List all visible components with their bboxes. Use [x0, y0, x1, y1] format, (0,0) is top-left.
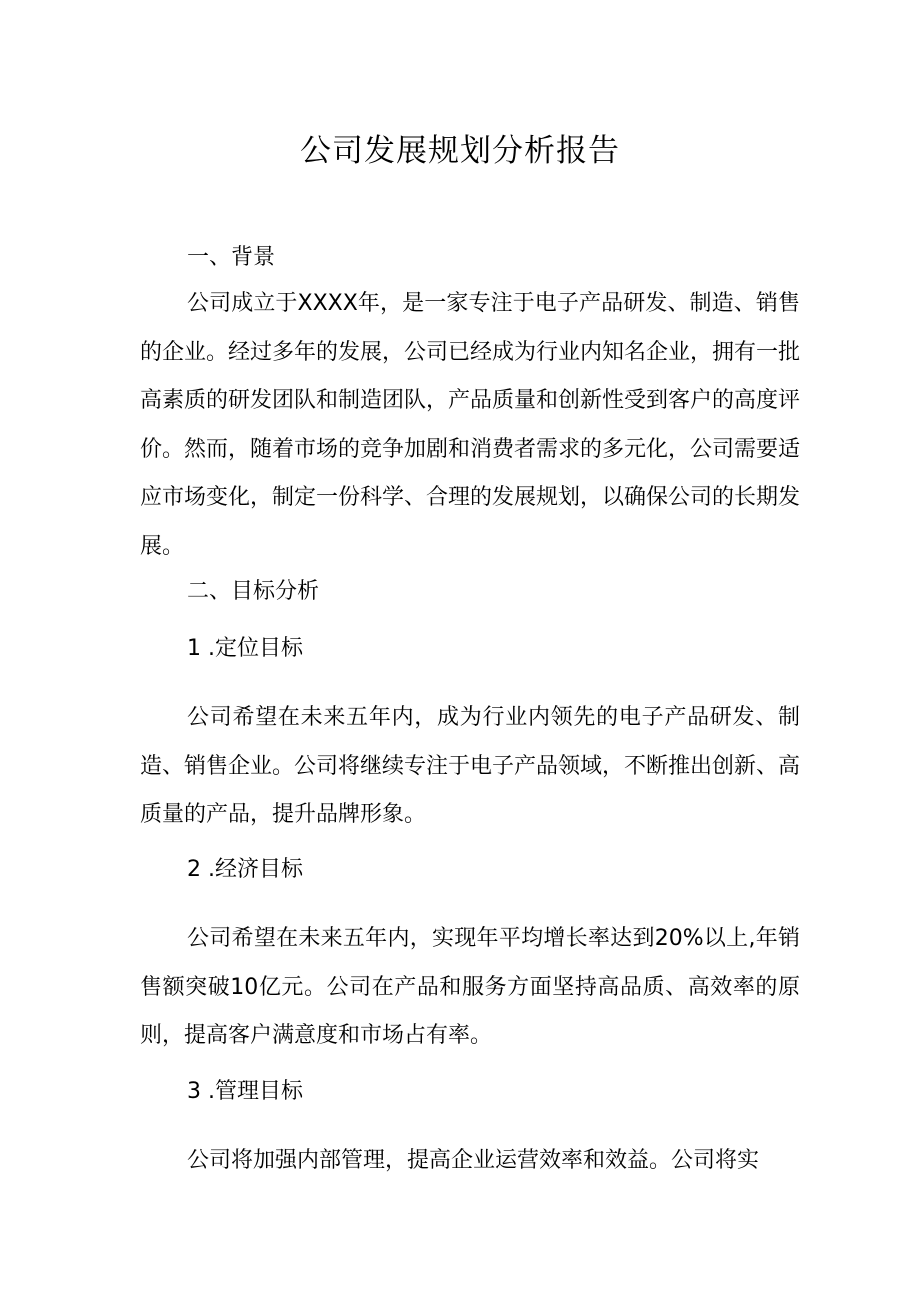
subsection-paragraph-positioning: 公司希望在未来五年内，成为行业内领先的电子产品研发、制造、销售企业。公司将继续专注于电子产品领域，不断推出创新、高质量的产品，提升品牌形象。 [140, 705, 801, 827]
document-title: 公司发展规划分析报告 [300, 133, 620, 169]
subsection-heading-management: 3 .管理目标 [187, 1079, 303, 1104]
section-heading-goal-analysis: 二、目标分析 [187, 579, 320, 604]
subsection-heading-positioning: 1 .定位目标 [187, 636, 303, 661]
subsection-paragraph-management: 公司将加强内部管理，提高企业运营效率和效益。公司将实 [187, 1148, 760, 1173]
section-heading-background: 一、背景 [187, 245, 276, 270]
subsection-paragraph-economic: 公司希望在未来五年内，实现年平均增长率达到20%以上,年销售额突破10亿元。公司在产品和服务方面坚持高品质、高效率的原则，提高客户满意度和市场占有率。 [140, 926, 800, 1048]
section-paragraph-background: 公司成立于XXXX年，是一家专注于电子产品研发、制造、销售的企业。经过多年的发展，公司已经成为行业内知名企业，拥有一批高素质的研发团队和制造团队，产品质量和创新性受到客户的高度评价。然而，随着市场的竞争加剧和消费者需求的多元化，公司需要适应市场变化，制定一份科学、合理的发展规划，以确保公司的长期发展。 [140, 291, 801, 559]
subsection-heading-economic: 2 .经济目标 [187, 857, 303, 882]
